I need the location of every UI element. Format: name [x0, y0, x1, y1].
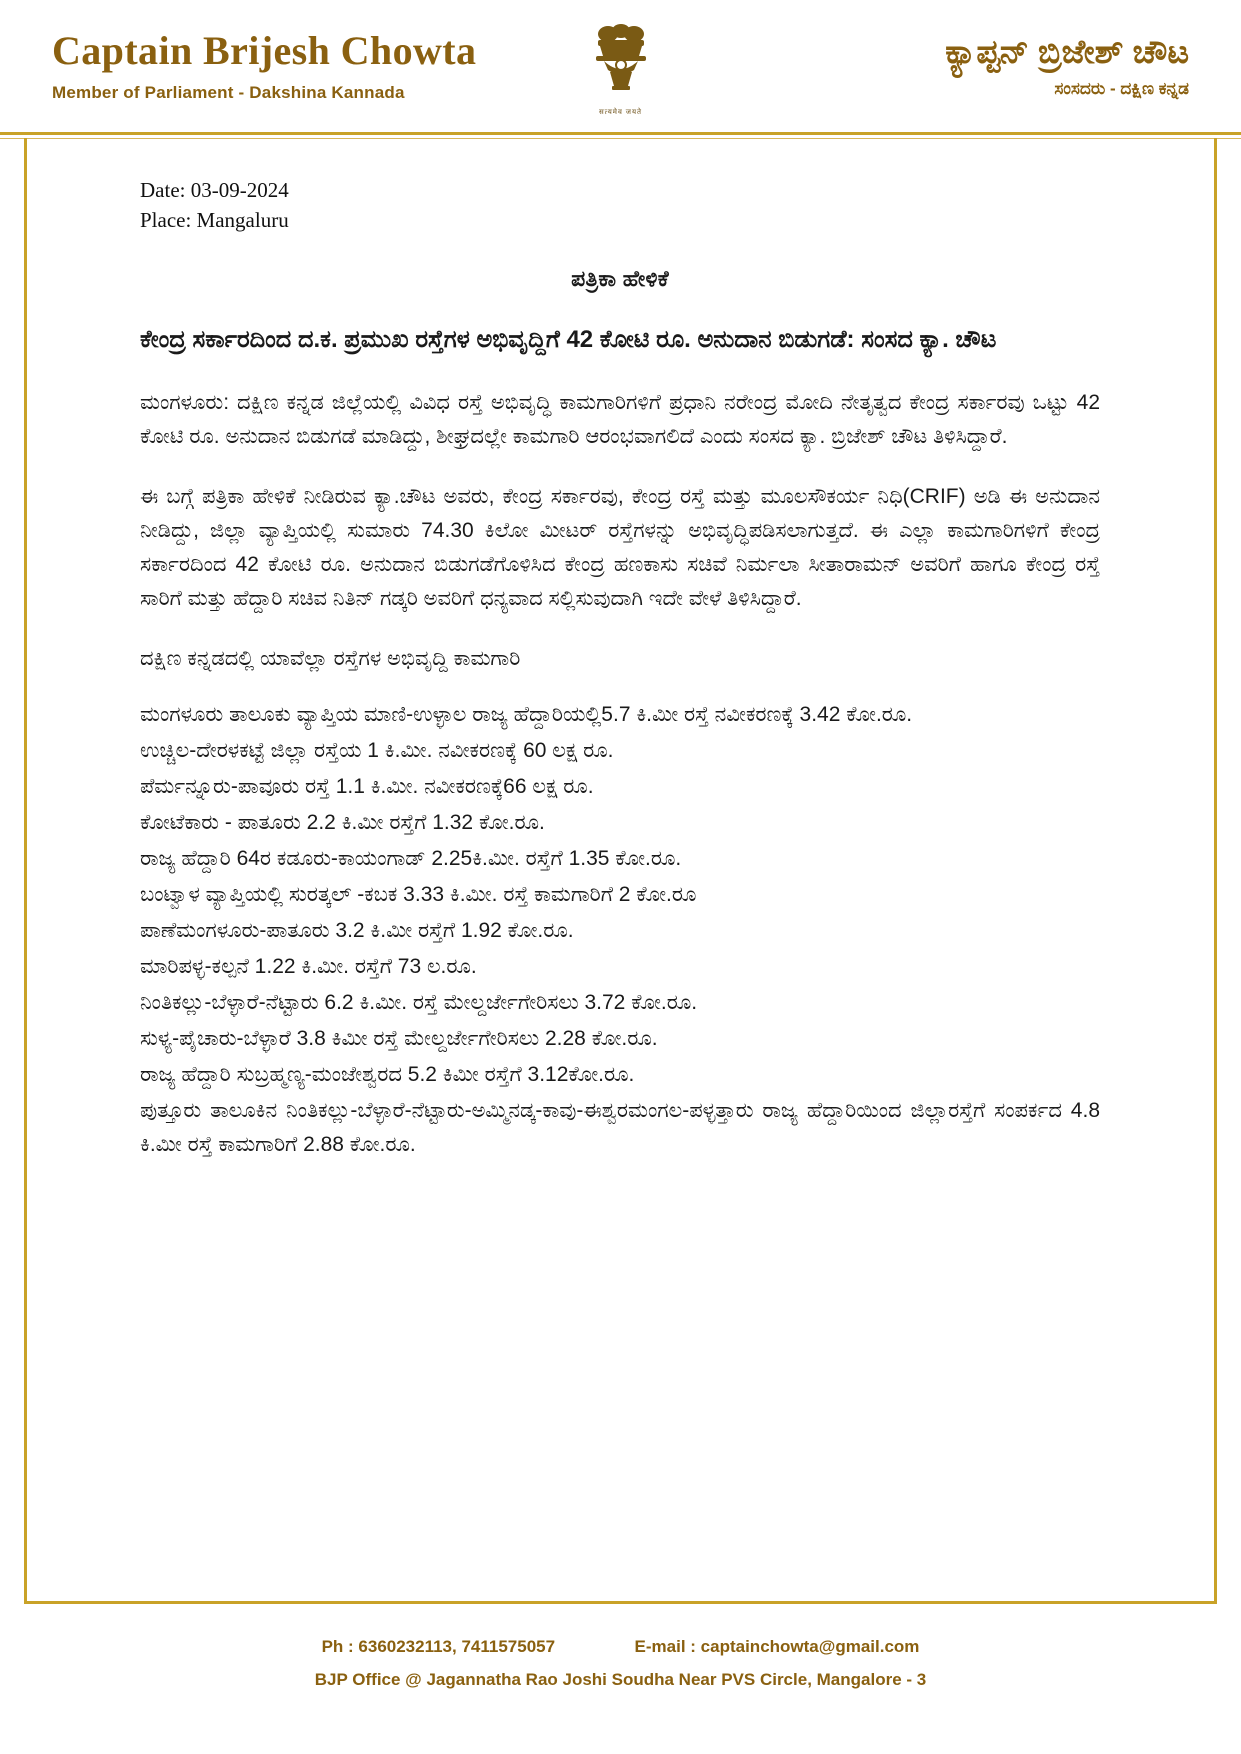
footer-phone: Ph : 6360232113, 7411575057: [321, 1637, 556, 1657]
paragraph-1: ಮಂಗಳೂರು: ದಕ್ಷಿಣ ಕನ್ನಡ ಜಿಲ್ಲೆಯಲ್ಲಿ ವಿವಿಧ ರಸ್ತೆ ಅಭಿವೃದ್ಧಿ ಕಾಮಗಾರಿಗಳಿಗೆ ಪ್ರಧಾನಿ ನರೇಂದ್ರ ಮೋದಿ ನೇತೃತ್ವದ ಕೇಂದ್ರ ಸರ್ಕಾರವು ಒಟ್ಟು 42 ಕೋಟಿ ರೂ. ಅನುದಾನ ಬಿಡುಗಡೆ ಮಾಡಿದ್ದು, ಶೀಘ್ರದಲ್ಲೇ ಕಾಮಗಾರಿ ಆರಂಭವಾಗಲಿದೆ ಎಂದು ಸಂಸದ ಕ್ಯಾ. ಬ್ರಿಜೇಶ್ ಚೌಟ ತಿಳಿಸಿದ್ದಾರೆ.: [140, 390, 1100, 448]
footer-divider: [24, 1601, 1217, 1604]
footer-email: E-mail : captainchowta@gmail.com: [634, 1637, 920, 1657]
list-item: ಪುತ್ತೂರು ತಾಲೂಕಿನ ನಿಂತಿಕಲ್ಲು-ಬೆಳ್ಳಾರೆ-ನೆಟ್ಟಾರು-ಅಮ್ಮಿನಡ್ಕ-ಕಾವು-ಈಶ್ವರಮಂಗಲ-ಪಳ್ಳತ್ತಾರು ರಾಜ್ಯ ಹೆದ್ದಾರಿಯಿಂದ ಜಿಲ್ಲಾರಸ್ತೆಗೆ ಸಂಪರ್ಕದ 4.8 ಕಿ.ಮೀ ರಸ್ತೆ ಕಾಮಗಾರಿಗೆ 2.88 ಕೋ.ರೂ.: [140, 1099, 1100, 1157]
emblem-caption: सत्यमेव जयते: [598, 109, 643, 116]
place-line: Place: Mangaluru: [140, 208, 289, 233]
document-body: [140, 175, 1100, 1164]
press-release-headline: ಕೇಂದ್ರ ಸರ್ಕಾರದಿಂದ ದ.ಕ. ಪ್ರಮುಖ ರಸ್ತೆಗಳ ಅಭಿವೃದ್ದಿಗೆ 42 ಕೋಟಿ ರೂ. ಅನುದಾನ ಬಿಡುಗಡೆ: ಸಂಸದ ಕ್ಯಾ. ಚೌಟ: [140, 325, 997, 353]
letterhead-right: [759, 33, 1189, 100]
right-border-rule: [1214, 138, 1217, 1604]
list-item: ಬಂಟ್ವಾಳ ವ್ಯಾಪ್ತಿಯಲ್ಲಿ ಸುರತ್ಕಲ್ -ಕಬಕ 3.33 ಕಿ.ಮೀ. ರಸ್ತೆ ಕಾಮಗಾರಿಗೆ 2 ಕೋ.ರೂ: [140, 883, 697, 907]
date-line: Date: 03-09-2024: [140, 178, 289, 202]
list-item: ರಾಜ್ಯ ಹೆದ್ದಾರಿ ಸುಬ್ರಹ್ಮಣ್ಯ-ಮಂಜೇಶ್ವರದ 5.2 ಕಿಮೀ ರಸ್ತೆಗೆ 3.12ಕೋ.ರೂ.: [140, 1063, 635, 1087]
letterhead-left: [52, 29, 482, 103]
section-subheading: ದಕ್ಷಿಣ ಕನ್ನಡದಲ್ಲಿ ಯಾವೆಲ್ಲಾ ರಸ್ತೆಗಳ ಅಭಿವೃದ್ದಿ ಕಾಮಗಾರಿ: [140, 646, 521, 670]
mp-designation-kannada: ಸಂಸದರು - ದಕ್ಷಿಣ ಕನ್ನಡ: [1054, 79, 1189, 99]
mp-designation-english: Member of Parliament - Dakshina Kannada: [52, 83, 405, 102]
footer: [0, 1631, 1241, 1696]
left-border-rule: [24, 138, 27, 1604]
footer-address: BJP Office @ Jagannatha Rao Joshi Soudha Near PVS Circle, Mangalore - 3: [314, 1669, 927, 1689]
page-title: ಪತ್ರಿಕಾ ಹೇಳಿಕೆ: [571, 265, 669, 291]
list-item: ಮಾರಿಪಳ್ಳ-ಕಲ್ಪನೆ 1.22 ಕಿ.ಮೀ. ರಸ್ತೆಗೆ 73 ಲ.ರೂ.: [140, 955, 477, 979]
list-item: ಪೆರ್ಮನ್ನೂರು-ಪಾವೂರು ರಸ್ತೆ 1.1 ಕಿ.ಮೀ. ನವೀಕರಣಕ್ಕೆ66 ಲಕ್ಷ ರೂ.: [140, 775, 594, 799]
paragraph-2: ಈ ಬಗ್ಗೆ ಪತ್ರಿಕಾ ಹೇಳಿಕೆ ನೀಡಿರುವ ಕ್ಯಾ.ಚೌಟ ಅವರು, ಕೇಂದ್ರ ಸರ್ಕಾರವು, ಕೇಂದ್ರ ರಸ್ತೆ ಮತ್ತು ಮೂಲಸೌಕರ್ಯ ನಿಧಿ(CRIF) ಅಡಿ ಈ ಅನುದಾನ ನೀಡಿದ್ದು, ಜಿಲ್ಲಾ ವ್ಯಾಪ್ತಿಯಲ್ಲಿ ಸುಮಾರು 74.30 ಕಿಲೋ ಮೀಟರ್ ರಸ್ತೆಗಳನ್ನು ಅಭಿವೃದ್ಧಿಪಡಿಸಲಾಗುತ್ತದೆ. ಈ ಎಲ್ಲಾ ಕಾಮಗಾರಿಗಳಿಗೆ ಕೇಂದ್ರ ಸರ್ಕಾರದಿಂದ 42 ಕೋಟಿ ರೂ. ಅನುದಾನ ಬಿಡುಗಡೆಗೊಳಿಸಿದ ಕೇಂದ್ರ ಹಣಕಾಸು ಸಚಿವೆ ನಿರ್ಮಲಾ ಸೀತಾರಾಮನ್ ಅವರಿಗೆ ಹಾಗೂ ಕೇಂದ್ರ ರಸ್ತೆ ಸಾರಿಗೆ ಮತ್ತು ಹೆದ್ದಾರಿ ಸಚಿವ ನಿತಿನ್ ಗಡ್ಕರಿ ಅವರಿಗೆ ಧನ್ಯವಾದ ಸಲ್ಲಿಸುವುದಾಗಿ ಇದೇ ವೇಳೆ ತಿಳಿಸಿದ್ದಾರೆ.: [140, 484, 1100, 610]
letterhead: [0, 0, 1241, 132]
list-item: ನಿಂತಿಕಲ್ಲು-ಬೆಳ್ಳಾರೆ-ನೆಟ್ಟಾರು 6.2 ಕಿ.ಮೀ. ರಸ್ತೆ ಮೇಲ್ದರ್ಜೇಗೇರಿಸಲು 3.72 ಕೋ.ರೂ.: [140, 991, 698, 1015]
mp-name-kannada: ಕ್ಯಾಪ್ಟನ್ ಬ್ರಿಜೇಶ್ ಚೌಟ: [945, 32, 1189, 70]
list-item: ಸುಳ್ಯ-ಪೈಚಾರು-ಬೆಳ್ಳಾರೆ 3.8 ಕಿಮೀ ರಸ್ತೆ ಮೇಲ್ದರ್ಜೇಗೇರಿಸಲು 2.28 ಕೋ.ರೂ.: [140, 1027, 658, 1051]
letterhead-center: [541, 15, 701, 117]
mp-name-english: Captain Brijesh Chowta: [52, 28, 477, 73]
list-item: ಮಂಗಳೂರು ತಾಲೂಕು ವ್ಯಾಪ್ತಿಯ ಮಾಣಿ-ಉಳ್ಳಾಲ ರಾಜ್ಯ ಹೆದ್ದಾರಿಯಲ್ಲಿ5.7 ಕಿ.ಮೀ ರಸ್ತೆ ನವೀಕರಣಕ್ಕೆ 3.42 ಕೋ.ರೂ.: [140, 702, 913, 726]
date-place-block: [140, 175, 1100, 236]
list-item: ಪಾಣೆಮಂಗಳೂರು-ಪಾತೂರು 3.2 ಕಿ.ಮೀ ರಸ್ತೆಗೆ 1.92 ಕೋ.ರೂ.: [140, 919, 574, 943]
list-item: ಉಚ್ಚಿಲ-ದೇರಳಕಟ್ಟೆ ಜಿಲ್ಲಾ ರಸ್ತೆಯ 1 ಕಿ.ಮೀ. ನವೀಕರಣಕ್ಕೆ 60 ಲಕ್ಷ ರೂ.: [140, 739, 614, 762]
footer-contact-row: [0, 1631, 1241, 1663]
list-item: ರಾಜ್ಯ ಹೆದ್ದಾರಿ 64ರ ಕಡೂರು-ಕಾಯಂಗಾಡ್ 2.25ಕಿ.ಮೀ. ರಸ್ತೆಗೆ 1.35 ಕೋ.ರೂ.: [140, 847, 682, 871]
road-works-list: [140, 698, 1100, 1162]
list-item: ಕೋಟೆಕಾರು - ಪಾತೂರು 2.2 ಕಿ.ಮೀ ರಸ್ತೆಗೆ 1.32 ಕೋ.ರೂ.: [140, 811, 545, 835]
header-divider: [0, 132, 1241, 135]
header-divider-thin: [0, 138, 1241, 139]
national-emblem-icon: [584, 15, 658, 107]
